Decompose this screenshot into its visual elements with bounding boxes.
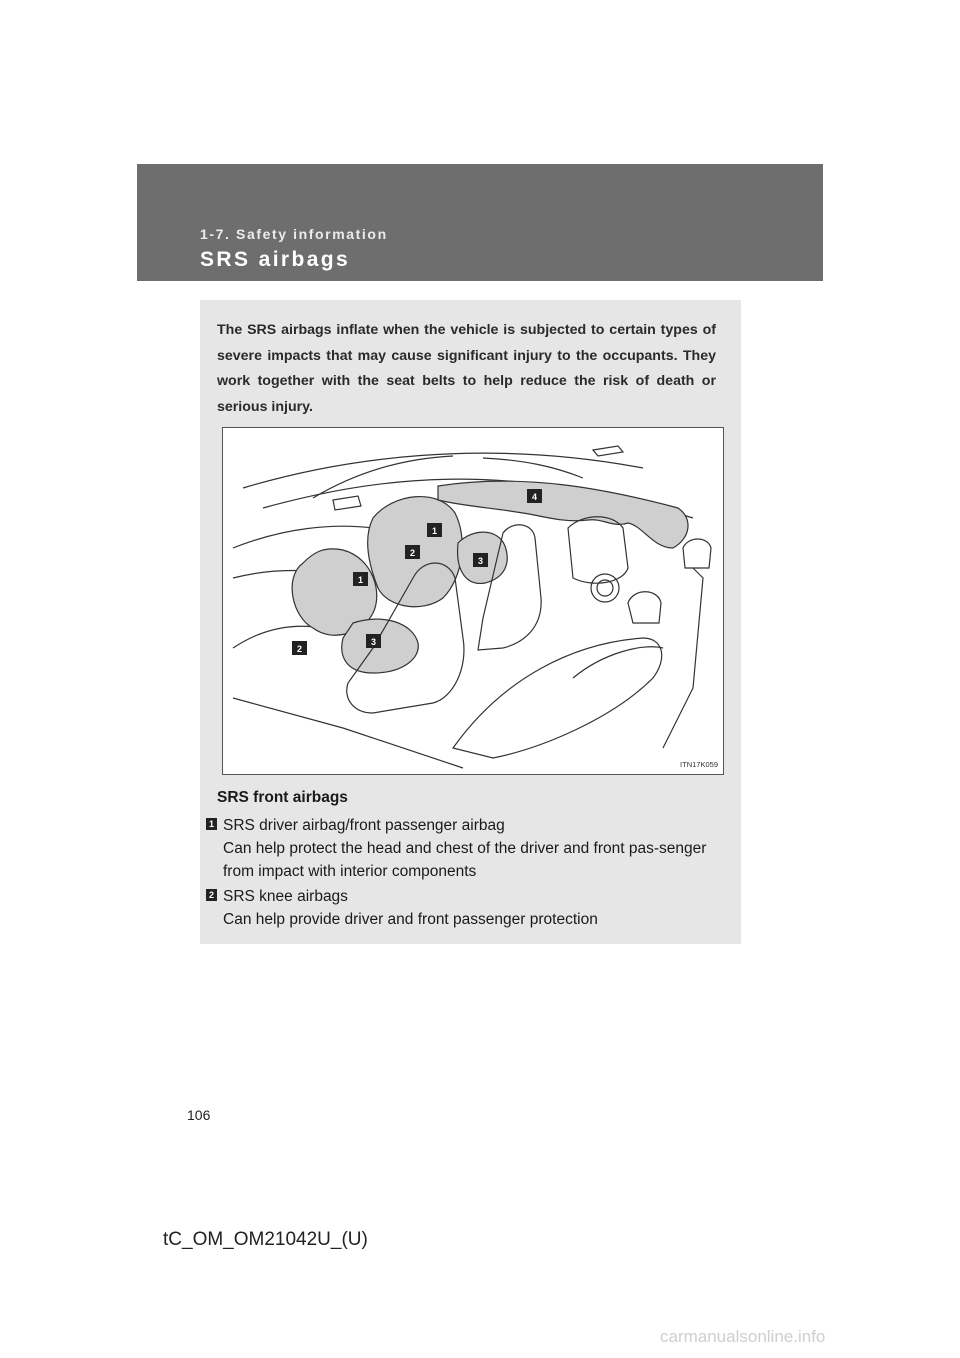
item-description: Can help protect the head and chest of the driver and front pas-senger from impact with interior components xyxy=(223,840,707,880)
callout-2-lower-label: 2 xyxy=(296,644,303,654)
intro-paragraph: The SRS airbags inflate when the vehicle is subjected to certain types of severe impacts that may cause significant injury to the occupants. They work together with the seat belts to help reduce the risk of death or serious injury. xyxy=(217,322,716,415)
list-item xyxy=(206,885,726,931)
car-interior-drawing xyxy=(223,428,723,774)
figure-code: ITN17K059 xyxy=(680,760,718,769)
watermark: carmanualsonline.info xyxy=(660,1327,826,1346)
airbag-illustration xyxy=(222,427,724,775)
item-description: Can help provide driver and front passenger protection xyxy=(223,911,598,928)
item-title: SRS driver airbag/front passenger airbag xyxy=(223,817,505,834)
document-code: tC_OM_OM21042U_(U) xyxy=(163,1229,368,1250)
item-marker: 2 xyxy=(206,889,217,901)
section-label: 1-7. Safety information xyxy=(200,226,388,242)
content-box xyxy=(200,300,741,944)
header-band xyxy=(137,164,823,281)
callout-3-right-label: 3 xyxy=(477,556,484,566)
callout-1-upper-label: 1 xyxy=(431,526,438,536)
subsection-title: SRS front airbags xyxy=(217,789,348,806)
callout-4-label: 4 xyxy=(531,492,538,502)
page-title: SRS airbags xyxy=(200,248,351,271)
item-title: SRS knee airbags xyxy=(223,888,348,905)
callout-3-lower-label: 3 xyxy=(370,637,377,647)
callout-1-lower-label: 1 xyxy=(357,575,364,585)
item-marker: 1 xyxy=(206,818,217,830)
callout-2-upper-label: 2 xyxy=(409,548,416,558)
page-number: 106 xyxy=(187,1107,211,1123)
list-item xyxy=(206,814,726,883)
